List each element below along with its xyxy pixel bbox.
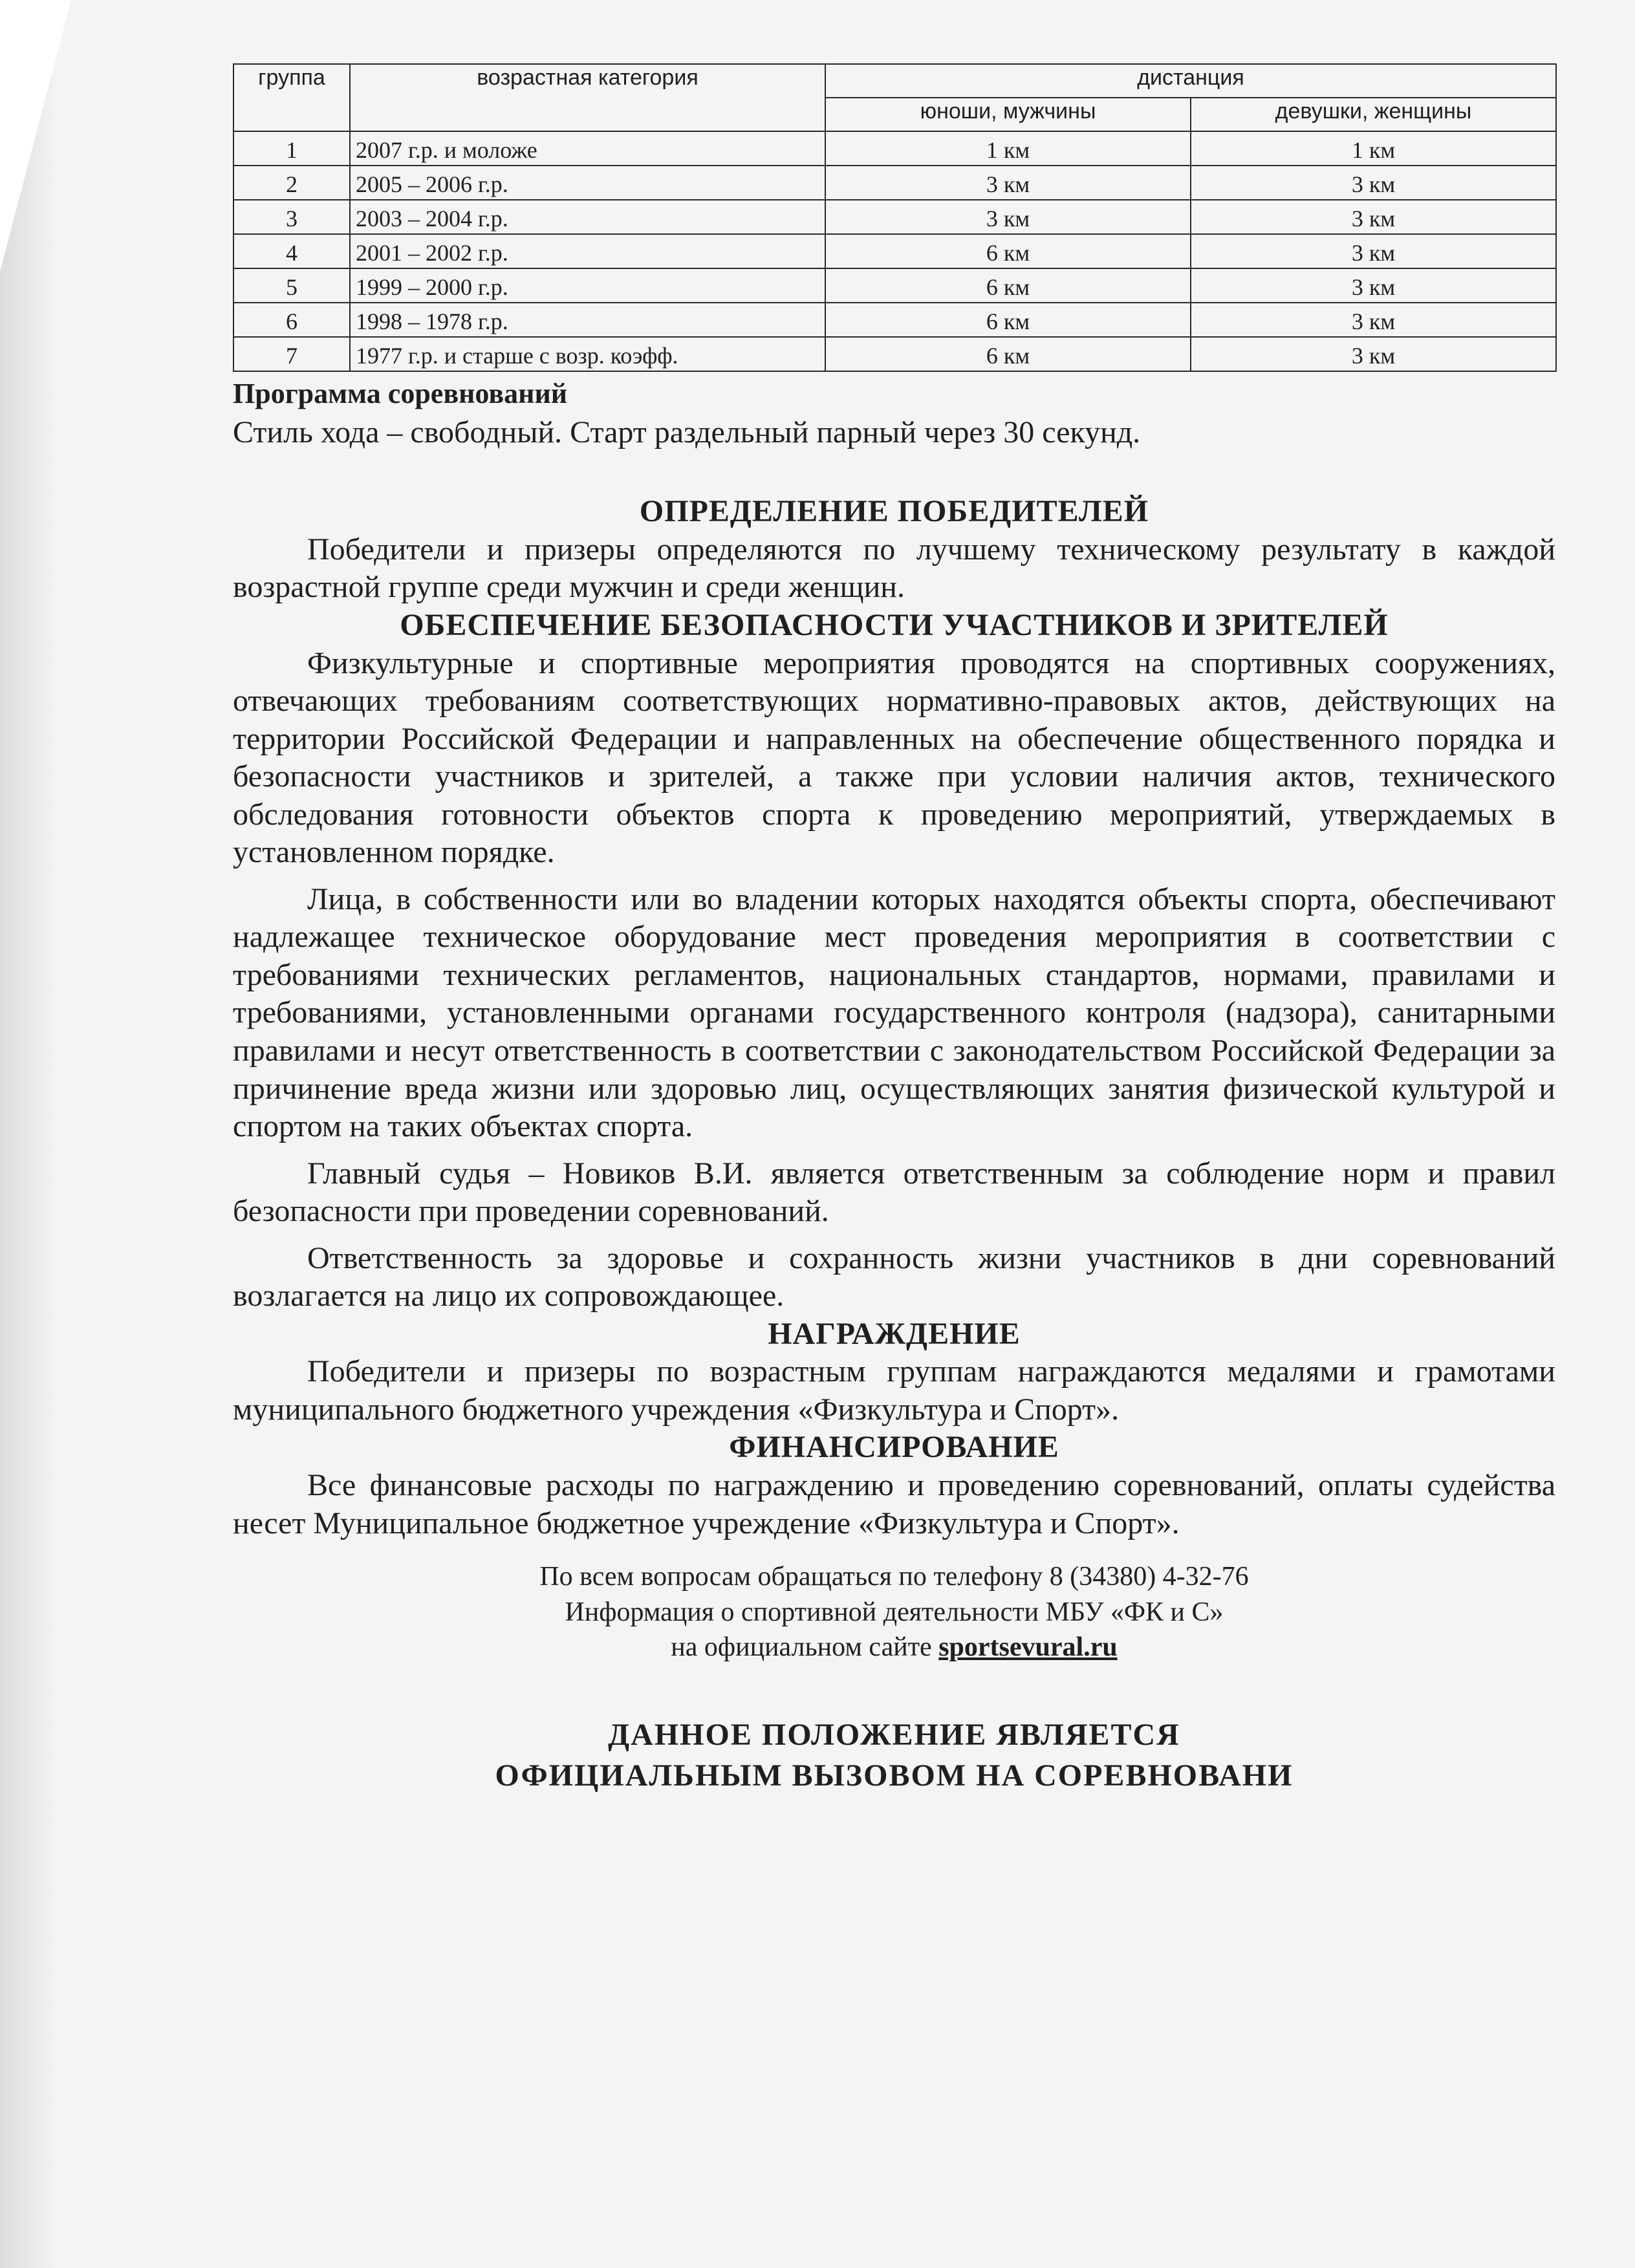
table-row bbox=[233, 337, 1556, 371]
men-distance: 6 км bbox=[825, 268, 1191, 303]
safety-paragraph-3: Главный судья – Новиков В.И. является ответственным за соблюдение норм и правил безопасности при проведении соревнований. bbox=[233, 1156, 1555, 1229]
table-row bbox=[233, 166, 1556, 200]
awards-heading: НАГРАЖДЕНИЕ bbox=[768, 1316, 1021, 1351]
program-heading: Программа соревнований bbox=[233, 378, 568, 409]
document-page bbox=[233, 63, 1555, 1797]
men-distance: 6 км bbox=[825, 337, 1191, 371]
program-text: Стиль хода – свободный. Старт раздельный парный через 30 секунд. bbox=[233, 415, 1141, 449]
women-distance: 3 км bbox=[1191, 200, 1556, 234]
group-number: 5 bbox=[233, 268, 350, 303]
women-distance: 3 км bbox=[1191, 303, 1556, 337]
women-distance: 3 км bbox=[1191, 234, 1556, 268]
website-link[interactable]: sportsevural.ru bbox=[938, 1632, 1118, 1663]
header-women: девушки, женщины bbox=[1191, 98, 1556, 131]
info-line: Информация о спортивной деятельности МБУ «ФК и С» bbox=[565, 1597, 1224, 1627]
men-distance: 1 км bbox=[825, 131, 1191, 166]
women-distance: 3 км bbox=[1191, 268, 1556, 303]
table-row bbox=[233, 268, 1556, 303]
men-distance: 3 км bbox=[825, 166, 1191, 200]
header-age-category: возрастная категория bbox=[350, 64, 825, 131]
safety-paragraph-1: Физкультурные и спортивные мероприятия проводятся на спортивных сооружениях, отвечающих требованиям соответствующих нормативно-правовых актов, действующих на территории Российской Федерации и направленных на обеспечение общественного порядка и безопасности участников и зрителей, а также при условии наличия актов, технического обследования готовности объектов спорта к проведению мероприятий, утверждаемых в установленном порядке. bbox=[233, 645, 1555, 870]
winners-heading: ОПРЕДЕЛЕНИЕ ПОБЕДИТЕЛЕЙ bbox=[639, 494, 1149, 529]
age-range: 1977 г.р. и старше с возр. коэфф. bbox=[350, 337, 825, 371]
header-men: юноши, мужчины bbox=[825, 98, 1191, 131]
group-number: 7 bbox=[233, 337, 350, 371]
age-range: 1998 – 1978 г.р. bbox=[350, 303, 825, 337]
header-group: группа bbox=[233, 64, 350, 131]
men-distance: 3 км bbox=[825, 200, 1191, 234]
women-distance: 1 км bbox=[1191, 131, 1556, 166]
torn-page-corner bbox=[0, 0, 71, 272]
women-distance: 3 км bbox=[1191, 166, 1556, 200]
table-row bbox=[233, 234, 1556, 268]
group-number: 3 bbox=[233, 200, 350, 234]
header-distance: дистанция bbox=[825, 64, 1556, 98]
scan-edge-shadow bbox=[0, 0, 58, 2268]
age-groups-table bbox=[233, 63, 1557, 372]
group-number: 6 bbox=[233, 303, 350, 337]
winners-paragraph: Победители и призеры определяются по лучшему техническому результату в каждой возрастной группе среди мужчин и среди женщин. bbox=[233, 532, 1555, 605]
age-range: 2005 – 2006 г.р. bbox=[350, 166, 825, 200]
contacts-block bbox=[233, 1559, 1555, 1665]
group-number: 1 bbox=[233, 131, 350, 166]
table-row bbox=[233, 303, 1556, 337]
financing-heading: ФИНАНСИРОВАНИЕ bbox=[729, 1430, 1059, 1465]
site-prefix: на официальном сайте bbox=[671, 1632, 939, 1663]
women-distance: 3 км bbox=[1191, 337, 1556, 371]
men-distance: 6 км bbox=[825, 234, 1191, 268]
awards-paragraph: Победители и призеры по возрастным группам награждаются медалями и грамотами муниципального бюджетного учреждения «Физкультура и Спорт». bbox=[233, 1354, 1555, 1427]
financing-paragraph: Все финансовые расходы по награждению и проведению соревнований, оплаты судейства несет Муниципальное бюджетное учреждение «Физкультура и Спорт». bbox=[233, 1468, 1555, 1540]
men-distance: 6 км bbox=[825, 303, 1191, 337]
final-line-1: ДАННОЕ ПОЛОЖЕНИЕ ЯВЛЯЕТСЯ bbox=[608, 1717, 1180, 1752]
phone-line: По всем вопросам обращаться по телефону 8 (34380) 4-32-76 bbox=[539, 1562, 1249, 1592]
safety-paragraph-4: Ответственность за здоровье и сохранность жизни участников в дни соревнований возлагается на лицо их сопровождающее. bbox=[233, 1240, 1555, 1313]
age-range: 2001 – 2002 г.р. bbox=[350, 234, 825, 268]
table-row bbox=[233, 200, 1556, 234]
safety-heading: ОБЕСПЕЧЕНИЕ БЕЗОПАСНОСТИ УЧАСТНИКОВ И ЗРИТЕЛЕЙ bbox=[400, 607, 1389, 642]
group-number: 2 bbox=[233, 166, 350, 200]
site-line bbox=[233, 1630, 1555, 1665]
age-range: 2007 г.р. и моложе bbox=[350, 131, 825, 166]
safety-paragraph-2: Лица, в собственности или во владении которых находятся объекты спорта, обеспечивают надлежащее техническое оборудование мест проведения мероприятия в соответствии с требованиями технических регламентов, национальных стандартов, нормами, правилами и требованиями, установленными органами государственного контроля (надзора), санитарными правилами и несут ответственность в соответствии с законодательством Российской Федерации за причинение вреда жизни или здоровью лиц, осуществляющих занятия физической культурой и спортом на таких объектах спорта. bbox=[233, 881, 1555, 1144]
age-range: 1999 – 2000 г.р. bbox=[350, 268, 825, 303]
age-range: 2003 – 2004 г.р. bbox=[350, 200, 825, 234]
final-line-2: ОФИЦИАЛЬНЫМ ВЫЗОВОМ НА СОРЕВНОВАНИ bbox=[495, 1758, 1294, 1793]
official-call-notice bbox=[233, 1714, 1555, 1797]
group-number: 4 bbox=[233, 234, 350, 268]
table-row bbox=[233, 131, 1556, 166]
